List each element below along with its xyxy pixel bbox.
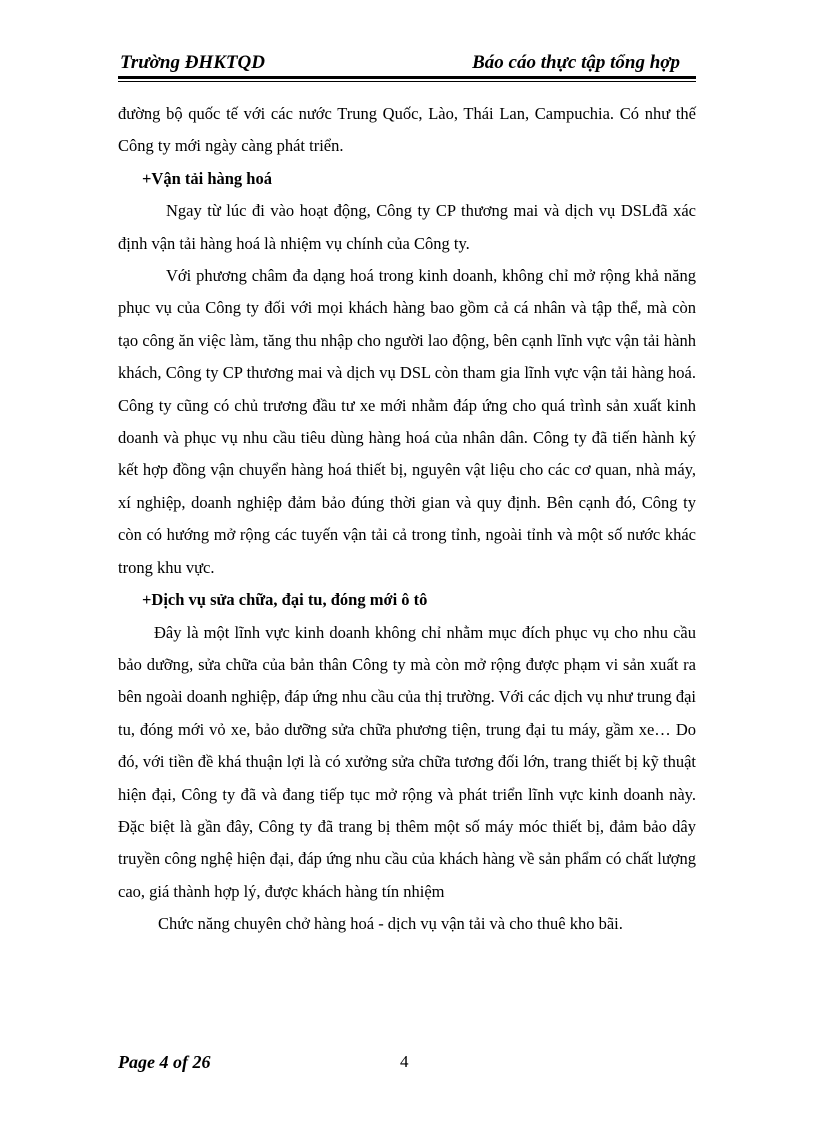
header-rule-thick xyxy=(118,76,696,79)
page-header xyxy=(118,52,696,76)
header-report-title: Báo cáo thực tập tổng hợp xyxy=(472,52,680,73)
section-heading-freight: +Vận tải hàng hoá xyxy=(142,168,272,188)
paragraph-freight-detail: Với phương châm đa dạng hoá trong kinh doanh, không chỉ mở rộng khả năng phục vụ của Công ty đối với mọi khách hàng bao gồm cả cá nhân và tập thể, mà còn tạo công ăn việc làm, tăng thu nhập cho người lao động, bên cạnh lĩnh vực vận tải hành khách, Công ty CP thương mai và dịch vụ DSL còn tham gia lĩnh vực vận tải hàng hoá. Công ty cũng có chủ trương đầu tư xe mới nhằm đáp ứng cho quá trình sản xuất kinh doanh và phục vụ nhu cầu tiêu dùng hàng hoá của nhân dân. Công ty đã tiến hành ký kết hợp đồng vận chuyển hàng hoá thiết bị, nguyên vật liệu cho các cơ quan, nhà máy, xí nghiệp, doanh nghiệp đảm bảo đúng thời gian và quy định. Bên cạnh đó, Công ty còn có hướng mở rộng các tuyến vận tải cả trong tỉnh, ngoài tỉnh và một số nước khác trong khu vực. xyxy=(118,266,696,577)
document-body xyxy=(118,98,696,941)
section-heading-repair: +Dịch vụ sửa chữa, đại tu, đóng mới ô tô xyxy=(142,590,428,610)
footer-page-label: Page 4 of 26 xyxy=(118,1052,211,1072)
paragraph-repair-detail: Đây là một lĩnh vực kinh doanh không chỉ nhằm mục đích phục vụ cho nhu cầu bảo dưỡng, sửa chữa của bản thân Công ty mà còn mở rộng được phạm vi sản xuất ra bên ngoài doanh nghiệp, đáp ứng nhu cầu của thị trường. Với các dịch vụ như trung đại tu, đóng mới vỏ xe, bảo dưỡng sửa chữa phương tiện, trung đại tu máy, gầm xe… Do đó, với tiền đề khá thuận lợi là có xưởng sửa chữa tương đối lớn, trang thiết bị kỹ thuật hiện đại, Công ty đã và đang tiếp tục mở rộng và phát triển lĩnh vực kinh doanh này. Đặc biệt là gần đây, Công ty đã trang bị thêm một số máy móc thiết bị, đảm bảo dây truyền công nghệ hiện đại, đáp ứng nhu cầu của khách hàng về sản phẩm có chất lượng cao, giá thành hợp lý, được khách hàng tín nhiệm xyxy=(118,622,696,901)
header-rule-thin xyxy=(118,81,696,82)
paragraph-freight-intro: Ngay từ lúc đi vào hoạt động, Công ty CP thương mai và dịch vụ DSLđã xác định vận tải hàng hoá là nhiệm vụ chính của Công ty. xyxy=(118,201,696,253)
footer-page-number: 4 xyxy=(400,1052,409,1071)
paragraph-function-summary: Chức năng chuyên chở hàng hoá - dịch vụ vận tải và cho thuê kho bãi. xyxy=(158,914,623,934)
header-school-name: Trường ĐHKTQD xyxy=(120,52,265,73)
paragraph-continuation: đường bộ quốc tế với các nước Trung Quốc, Lào, Thái Lan, Campuchia. Có như thế Công ty mới ngày càng phát triển. xyxy=(118,104,696,156)
